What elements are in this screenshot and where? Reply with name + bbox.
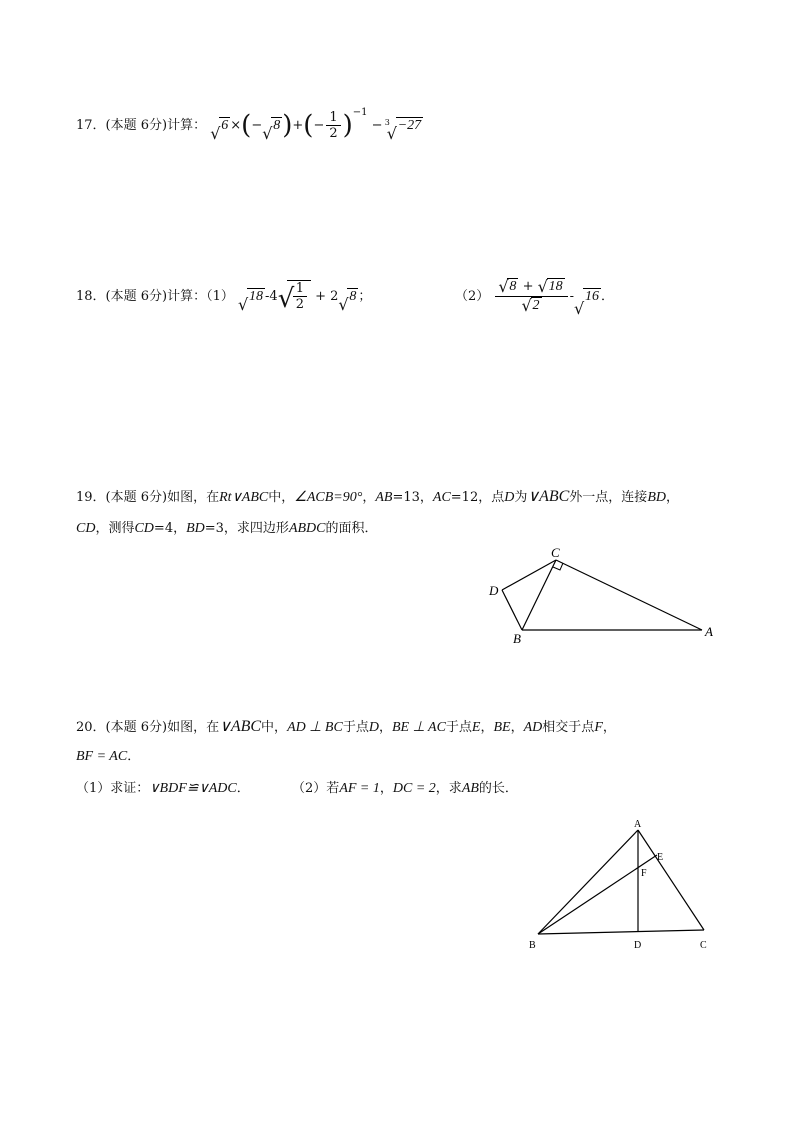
segment-cb [522,560,556,630]
period: ． [601,289,615,304]
quadrilateral: ABDC [288,521,326,536]
part-label: （2）若 [292,781,340,796]
text: =13， [392,490,433,505]
segment: BD [186,521,205,536]
part-label: （2） [455,289,490,304]
coefficient: -4 [265,289,278,304]
label-c: C [551,545,560,560]
plus-term: + 2 [315,289,339,304]
triangle-symbol: ∨ABC [219,718,262,735]
sqrt-symbol: √ $\frac{1}{2}$ [278,280,311,314]
text: =4， [153,521,187,536]
question-20-line-2 [76,748,140,766]
period: ． [127,749,141,764]
sqrt-symbol: √ 6 [210,118,229,143]
figure-19 [480,540,730,655]
label-a: A [705,624,713,639]
segment-be [538,855,657,934]
label-f: F [641,868,647,879]
text: 相交于点 [542,720,595,735]
fraction: $\frac{1}{2}$ [326,110,340,141]
label-b: B [529,940,536,951]
period: ． [236,781,250,796]
text: ，求 [435,781,462,796]
text: ， [362,490,376,505]
angle: ∠ACB=90° [294,490,363,505]
point: D [504,490,515,505]
equation: AF = 1 [339,781,380,796]
text: (本题 6分)如图，在 [105,490,220,505]
question-20-line-1 [76,718,616,737]
text: ， [379,781,393,796]
minus-sign: - [569,289,575,304]
text: ， [510,720,524,735]
times-sign: × [230,118,242,133]
text: (本题 6分)如图，在 [105,720,220,735]
segment-dc [502,560,556,590]
segment: AC [432,490,451,505]
paren-open: ( [303,110,314,141]
congruence: ∨BDF≌∨ADC [149,781,237,796]
segment-bc [538,930,704,934]
label-b: B [513,631,521,646]
plus-sign: + [292,118,304,133]
equation: DC = 2 [392,781,436,796]
segment: AB [461,781,479,796]
triangle-symbol: ∨ABC [231,490,269,505]
q19-number: 19． [76,490,106,505]
text: ， [378,720,392,735]
text: 于点 [342,720,369,735]
text: 外一点，连接 [569,490,648,505]
segment-ab [538,830,638,934]
text: =12，点 [450,490,505,505]
paren-close: ) [282,110,293,141]
q18-prefix: (本题 6分)计算： [105,289,207,304]
minus-sign: − [371,118,383,133]
text: 于点 [445,720,472,735]
label-d: D [634,940,642,951]
label-e: E [657,852,664,863]
question-19-line-2 [76,520,378,538]
figure-20 [520,810,740,960]
equation: BF = AC [76,749,128,764]
segment: AD [523,720,543,735]
segment: AB [375,490,393,505]
cube-root-symbol: 3 √ −27 [384,118,422,143]
exponent: −1 [352,107,368,118]
q20-number: 20． [76,720,106,735]
segment: BD [647,490,666,505]
text: 为 [514,490,528,505]
relation: AD ⊥ BC [287,720,343,735]
point: E [471,720,481,735]
sqrt-symbol: √ 8 [338,289,357,314]
text: ， [602,720,616,735]
segment-ac [638,830,704,930]
q18-number: 18． [76,289,106,304]
segment: BE [493,720,511,735]
paren-open: ( [241,110,252,141]
segment-ca [556,560,702,630]
fraction: √ 8 + √ 18 √ 2 [495,278,567,315]
q17-prefix: (本题 6分)计算： [105,118,207,133]
paren-close: ) [342,110,353,141]
label-a: A [634,819,642,830]
sqrt-symbol: √ 16 [574,289,600,318]
text: 中， [268,490,295,505]
relation: BE ⊥ AC [391,720,446,735]
point: D [368,720,379,735]
text: Rt [219,490,232,505]
text: ，测得 [95,521,135,536]
point: F [594,720,603,735]
q17-number: 17． [76,118,106,133]
text: ， [480,720,494,735]
minus-sign: − [251,118,263,133]
separator: ； [358,289,372,304]
question-18-part-2 [455,276,614,318]
segment: CD [76,521,96,536]
question-20-line-3 [76,780,518,798]
segment-db [502,590,522,630]
text: 中， [261,720,288,735]
label-c: C [700,940,707,951]
text: 的长． [478,781,518,796]
text: ， [665,490,679,505]
segment: CD [134,521,154,536]
triangle-symbol: ∨ABC [527,488,570,505]
sqrt-symbol: √ 18 [238,289,264,314]
question-17 [76,96,423,143]
text: 的面积． [325,521,378,536]
minus-sign: − [313,118,325,133]
sqrt-symbol: √ 8 [262,118,281,143]
part-label: （1）求证： [76,781,150,796]
label-d: D [489,583,499,598]
text: =3，求四边形 [204,521,289,536]
question-19-line-1 [76,488,679,507]
part-label: （1） [206,289,234,304]
question-18 [76,280,371,314]
